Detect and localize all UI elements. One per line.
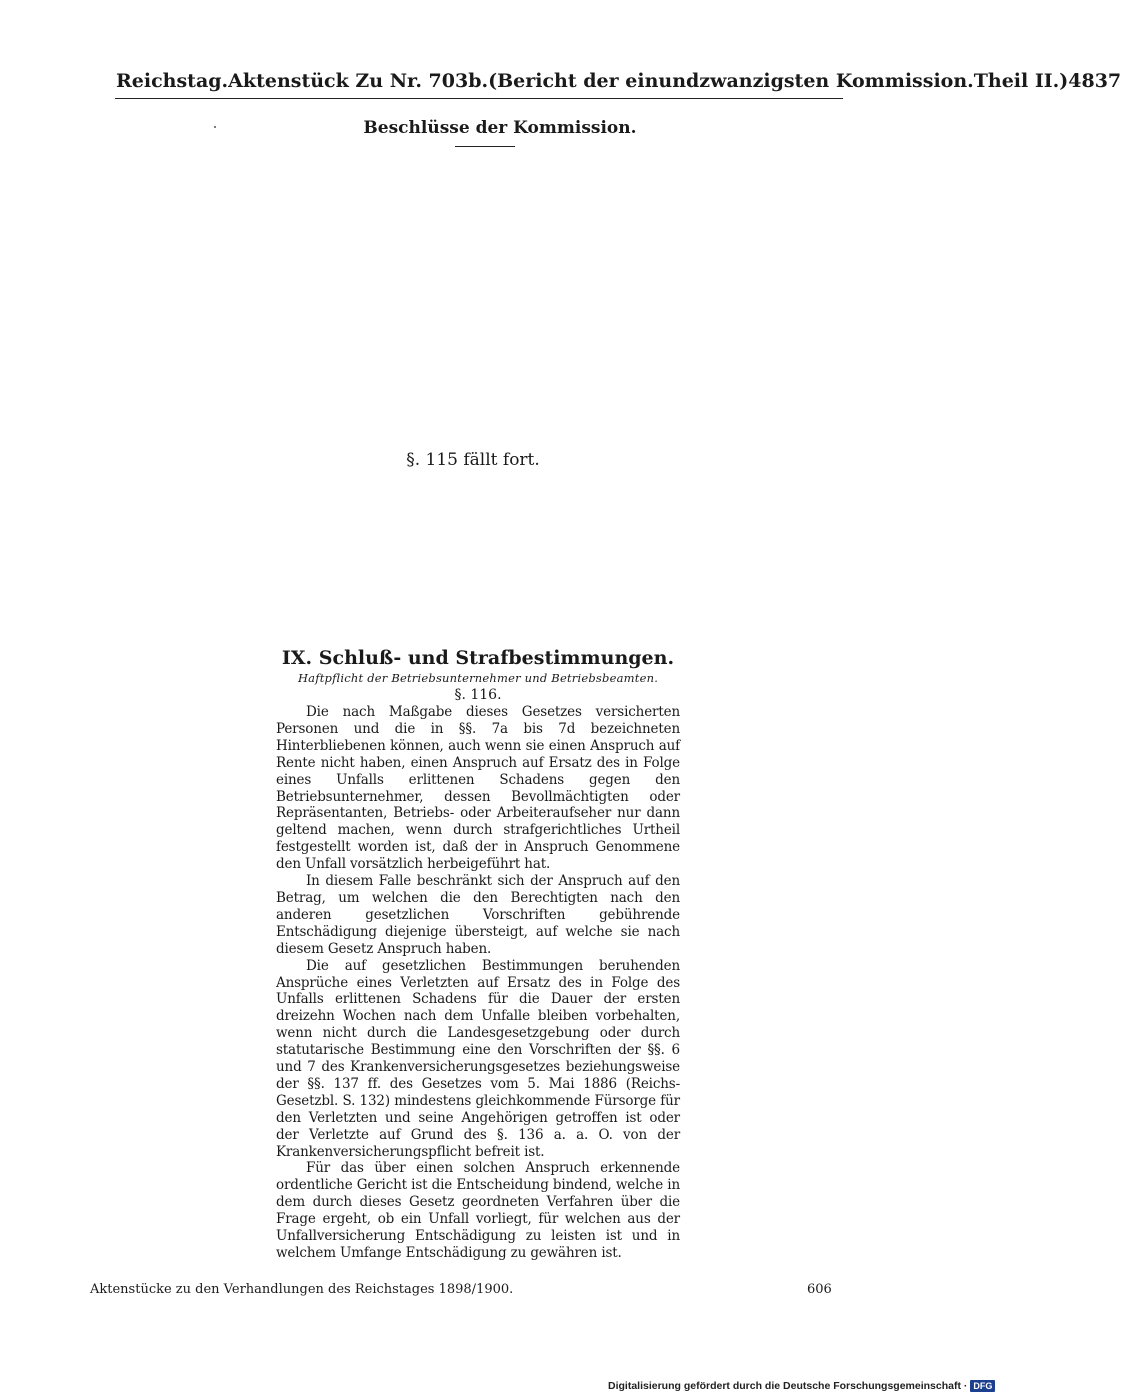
running-header [116, 70, 1121, 92]
footer-sheet-number: 606 [807, 1282, 832, 1297]
header-theil: Theil II.) [973, 70, 1069, 92]
header-reichstag: Reichstag. [116, 70, 229, 92]
footer-source: Aktenstücke zu den Verhandlungen des Reichstages 1898/1900. [90, 1282, 514, 1297]
paragraph-text-4: Für das über einen solchen Anspruch erkennende ordentliche Gericht ist die Entscheidung bindend, welche in dem durch dieses Gesetz geordneten Verfahren über die Frage ergeht, ob ein Unfall vorliegt, für welchen aus der Unfallversicherung Entschädigung zu leisten ist und in welchem Umfange Entschädigung zu gewähren ist. [276, 1160, 680, 1261]
section-ix [276, 646, 680, 1262]
paragraph-text-1: Die nach Maßgabe dieses Gesetzes versicherten Personen und die in §§. 7a bis 7d bezeichneten Hinterbliebenen können, auch wenn sie einen Anspruch auf Rente nicht haben, einen Anspruch auf Ersatz des in Folge eines Unfalls erlittenen Schadens gegen den Betriebsunternehmer, dessen Bevollmächtigten oder Repräsentanten, Betriebs- oder Arbeiteraufseher nur dann geltend machen, wenn durch strafgerichtliches Urtheil festgestellt worden ist, daß der in Anspruch Genommene den Unfall vorsätzlich herbeigeführt hat. [276, 704, 680, 873]
dfg-credit-text: Digitalisierung gefördert durch die Deutsche Forschungsgemeinschaft · [608, 1380, 968, 1392]
paragraph-text-2: In diesem Falle beschränkt sich der Anspruch auf den Betrag, um welchen die den Berechtigten nach den anderen gesetzlichen Vorschriften gebührende Entschädigung diejenige übersteigt, auf welche sie nach diesem Gesetz Anspruch haben. [276, 873, 680, 957]
section-subtitle: Haftpflicht der Betriebsunternehmer und Betriebsbeamten. [297, 671, 659, 685]
section-title: IX. Schluß- und Strafbestimmungen. [281, 647, 675, 669]
header-aktenstueck: Aktenstück Zu Nr. 703b. [228, 70, 489, 92]
dfg-logo-icon: DFG [970, 1380, 995, 1392]
header-page-number: 4837 [1068, 70, 1121, 92]
header-rule [115, 98, 843, 99]
removed-paragraph-note: §. 115 fällt fort. [406, 450, 540, 470]
paragraph-number: §. 116. [454, 687, 502, 703]
dfg-credit [608, 1380, 995, 1392]
header-report-title: (Bericht der einundzwanzigsten Kommission. [488, 70, 974, 92]
column-heading: Beschlüsse der Kommission. [363, 118, 637, 138]
column-heading-rule [455, 146, 515, 147]
paragraph-text-3: Die auf gesetzlichen Bestimmungen beruhenden Ansprüche eines Verletzten auf Ersatz des in Folge des Unfalls erlittenen Schadens für die Dauer der ersten dreizehn Wochen nach dem Unfalle bleiben vorbehalten, wenn nicht durch die Landesgesetzgebung oder durch statutarische Bestimmung eine den Vorschriften der §§. 6 und 7 des Krankenversicherungsgesetzes beziehungsweise der §§. 137 ff. des Gesetzes vom 5. Mai 1886 (Reichs-Gesetzbl. S. 132) mindestens gleichkommende Fürsorge für den Verletzten und seine Angehörigen getroffen ist oder der Verletzte auf Grund des §. 136 a. a. O. von der Krankenversicherungspflicht befreit ist. [276, 957, 680, 1160]
